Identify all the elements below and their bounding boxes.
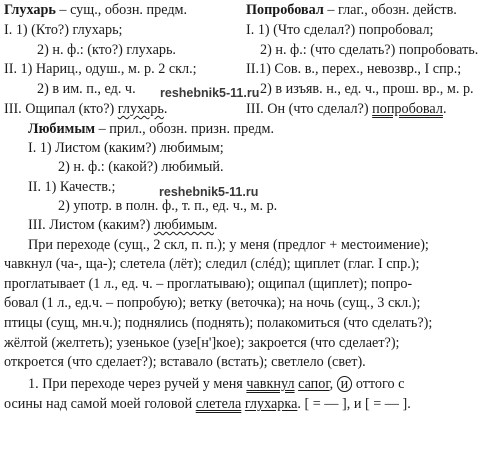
final-circled-letter: и (340, 376, 349, 392)
lyubimym-line-5-pre: III. Листом (каким?) (28, 217, 154, 233)
poprobovol-line-5 (246, 102, 446, 116)
final-predicate-2: слетела (195, 396, 242, 412)
final-predicate-1: чавкнул (246, 376, 295, 392)
poprobovol-line-1: I. 1) (Что сделал?) попробовал; (246, 22, 434, 38)
poprobovol-underlined-word: попробовал (372, 101, 443, 117)
lyubimym-line-1: I. 1) Листом (каким?) любимым; (28, 140, 224, 156)
lyubimym-line-3: II. 1) Качеств.; (28, 179, 116, 195)
final-line-2-pre: осины над самой моей головой (4, 396, 196, 412)
glukhar-heading-desc: – сущ., обозн. предм. (55, 2, 188, 18)
final-line-1 (28, 376, 404, 392)
poprobovol-heading: Попробовал (246, 2, 324, 18)
body-line-4: бовал (1 л., ед.ч. – попробую); ветку (веточка); на ночь (сущ., 3 скл.); (4, 295, 421, 311)
glukhar-line-3: II. 1) Нариц., одуш., м. р. 2 скл.; (4, 61, 197, 77)
glukhar-heading-line (4, 3, 187, 17)
poprobovol-line-2: 2) н. ф.: (что сделать?) попробовать. (260, 42, 479, 58)
lyubimym-heading-line (28, 122, 274, 136)
watermark-2: reshebnik5-11.ru (159, 185, 259, 199)
lyubimym-line-5-post: . (213, 217, 218, 233)
body-line-5: птицы (сущ, мн.ч.); поднялись (поднять); полакомиться (что сделать?); (4, 315, 433, 331)
glukhar-line-5-post: . (163, 101, 168, 117)
final-subject-2: глухарка (244, 396, 298, 412)
body-line-1: При переходе (сущ., 2 скл, п. п.); у меня (предлог + местоимение); (28, 237, 429, 253)
lyubimym-heading: Любимым (28, 121, 96, 137)
final-line-1-comma: , (329, 376, 337, 392)
lyubimym-heading-desc: – прил., обозн. призн. предм. (95, 121, 275, 137)
watermark-1: reshebnik5-11.ru (160, 86, 260, 100)
poprobovol-line-5-post: . (442, 101, 447, 117)
lyubimym-line-4: 2) употр. в полн. ф., т. п., ед. ч., м. р. (58, 198, 278, 214)
lyubimym-line-2: 2) н. ф.: (какой?) любимый. (58, 159, 224, 175)
glukhar-line-1: I. 1) (Кто?) глухарь; (4, 22, 123, 38)
final-circled-conjunction (337, 376, 353, 392)
final-line-2-post: . [ = — ], и [ = — ]. (297, 396, 411, 412)
glukhar-line-5-pre: III. Ощипал (кто?) (4, 101, 118, 117)
body-line-3: проглатывает (1 л., ед. ч. – проглатываю); ощипал (щиплет); попро- (4, 276, 413, 292)
poprobovol-heading-line (246, 3, 457, 17)
poprobovol-line-5-pre: III. Он (что сделал?) (246, 101, 373, 117)
body-line-2: чавкнул (ча-, ща-); слетела (лёт); следил (слéд); щиплет (глаг. I спр.); (4, 256, 420, 272)
poprobovol-line-4: 2) в изъяв. н., ед. ч., прош. вр., м. р. (260, 81, 474, 97)
final-line-1-post: оттого с (352, 376, 405, 392)
glukhar-heading: Глухарь (4, 2, 56, 18)
final-line-1-pre: 1. При переходе через ручей у меня (28, 376, 247, 392)
lyubimym-underlined-word: любимым (153, 217, 214, 233)
body-line-6: жёлтой (желтеть); узенькое (узе[н']кое); закроется (что сделает?); (4, 335, 400, 351)
glukhar-line-2: 2) н. ф.: (кто?) глухарь. (37, 42, 176, 58)
final-subject-1: сапог (298, 376, 330, 392)
poprobovol-line-3: II.1) Сов. в., перех., невозвр., I спр.; (246, 61, 462, 77)
glukhar-underlined-word: глухарь (117, 101, 164, 117)
glukhar-line-5 (4, 102, 167, 116)
lyubimym-line-5 (28, 218, 217, 232)
poprobovol-heading-desc: – глаг., обозн. действ. (323, 2, 457, 18)
glukhar-line-4: 2) в им. п., ед. ч. (37, 81, 136, 97)
body-line-7: откроется (что сделает?); вставало (встать); светлело (свет). (4, 354, 366, 370)
final-line-2 (4, 397, 411, 411)
